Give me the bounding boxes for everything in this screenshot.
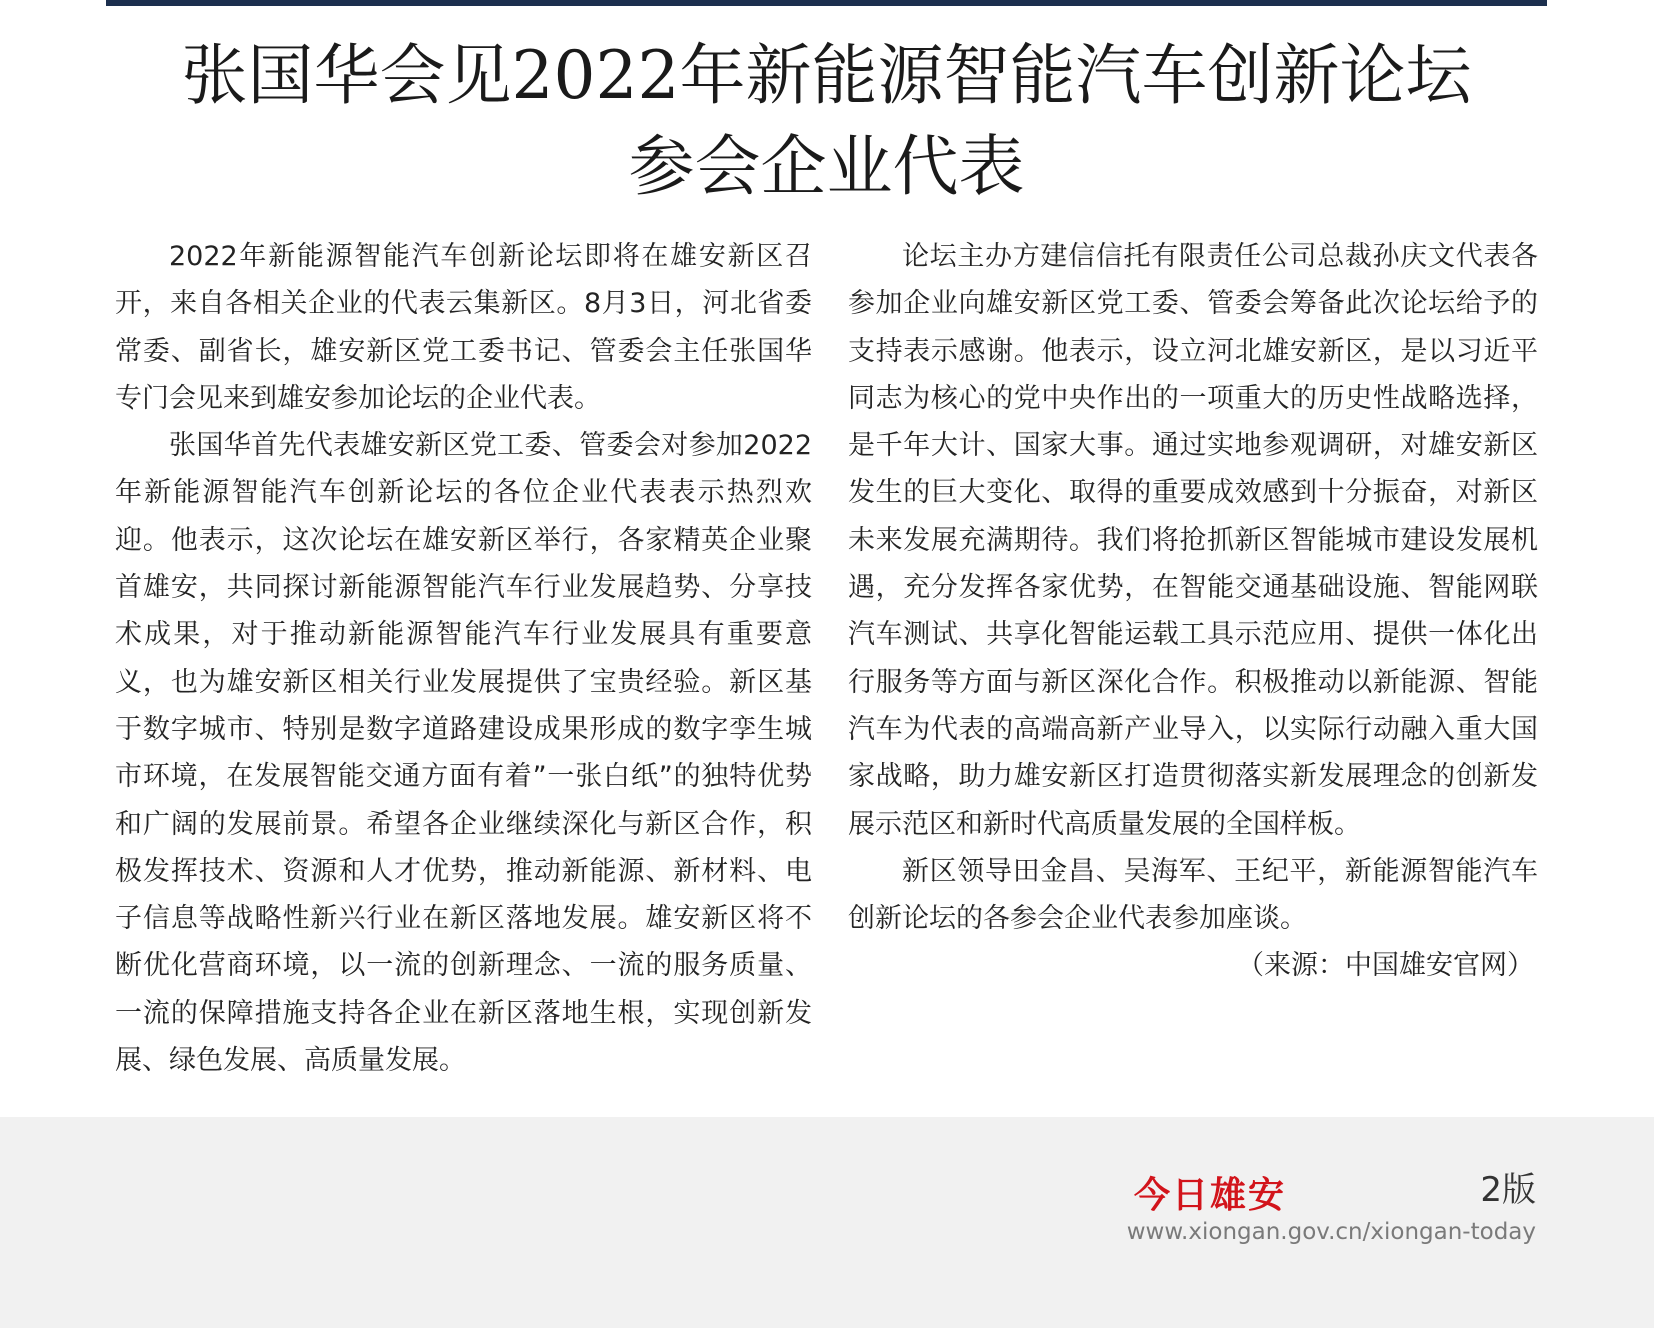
page-number: 2版 (1480, 1170, 1536, 1210)
site-url: www.xiongan.gov.cn/xiongan-today (1126, 1219, 1536, 1245)
article-paragraph: 论坛主办方建信信托有限责任公司总裁孙庆文代表各参加企业向雄安新区党工委、管委会筹备此次论坛给予的支持表示感谢。他表示，设立河北雄安新区，是以习近平同志为核心的党中央作出的一项重大的历史性战略选择，是千年大计、国家大事。通过实地参观调研，对雄安新区发生的巨大变化、取得的重要成效感到十分振奋，对新区未来发展充满期待。我们将抢抓新区智能城市建设发展机遇，充分发挥各家优势，在智能交通基础设施、智能网联汽车测试、共享化智能运载工具示范应用、提供一体化出行服务等方面与新区深化合作。积极推动以新能源、智能汽车为代表的高端高新产业导入，以实际行动融入重大国家战略，助力雄安新区打造贯彻落实新发展理念的创新发展示范区和新时代高质量发展的全国样板。 (848, 241, 1538, 840)
page-title-line-1: 张国华会见2022年新能源智能汽车创新论坛 (181, 37, 1472, 114)
article-paragraph: 2022年新能源智能汽车创新论坛即将在雄安新区召开，来自各相关企业的代表云集新区。8月3日，河北省委常委、副省长，雄安新区党工委书记、管委会主任张国华专门会见来到雄安参加论坛的企业代表。 (115, 241, 812, 414)
article-source: （来源：中国雄安官网） (1237, 950, 1534, 982)
page-title (106, 30, 1547, 212)
top-rule (106, 0, 1547, 6)
page-footer (0, 1117, 1654, 1328)
article-right-column (848, 233, 1538, 990)
article-paragraph: 张国华首先代表雄安新区党工委、管委会对参加2022年新能源智能汽车创新论坛的各位企业代表表示热烈欢迎。他表示，这次论坛在雄安新区举行，各家精英企业聚首雄安，共同探讨新能源智能汽车行业发展趋势、分享技术成果，对于推动新能源智能汽车行业发展具有重要意义，也为雄安新区相关行业发展提供了宝贵经验。新区基于数字城市、特别是数字道路建设成果形成的数字孪生城市环境，在发展智能交通方面有着”一张白纸”的独特优势和广阔的发展前景。希望各企业继续深化与新区合作，积极发挥技术、资源和人才优势，推动新能源、新材料、电子信息等战略性新兴行业在新区落地发展。雄安新区将不断优化营商环境，以一流的创新理念、一流的服务质量、一流的保障措施支持各企业在新区落地生根，实现创新发展、绿色发展、高质量发展。 (115, 430, 812, 1077)
article-left-column (115, 233, 812, 1084)
page-title-line-2: 参会企业代表 (628, 128, 1025, 205)
masthead-logo: 今日雄安 (1134, 1174, 1287, 1216)
article-paragraph: 新区领导田金昌、吴海军、王纪平，新能源智能汽车创新论坛的各参会企业代表参加座谈。 (848, 855, 1538, 935)
